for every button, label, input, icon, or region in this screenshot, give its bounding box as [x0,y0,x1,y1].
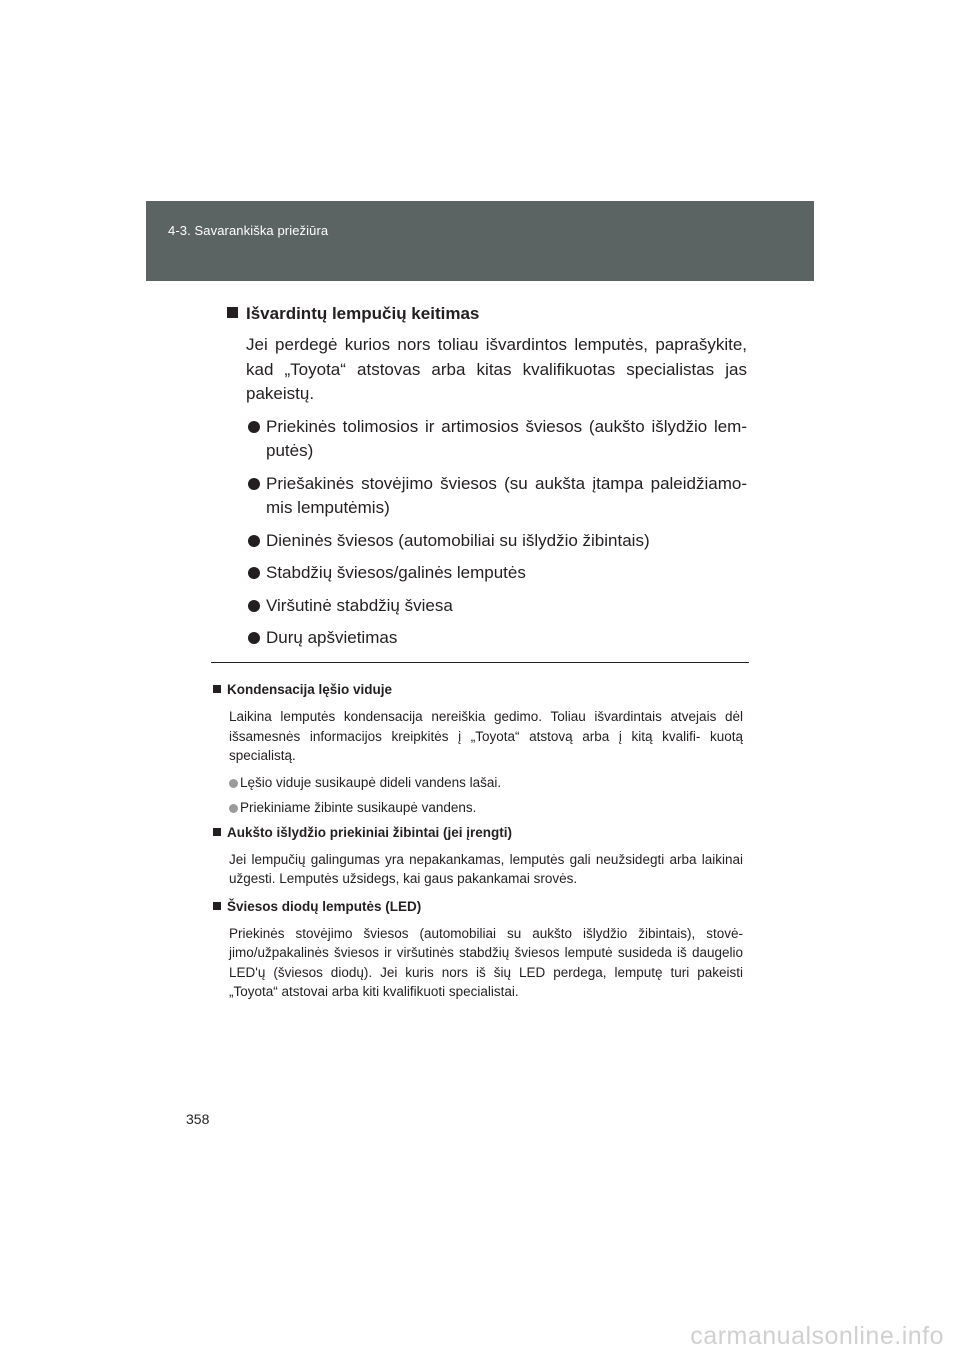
list-item-text: Priekinės tolimosios ir artimosios šviesos (aukšto išlydžio lem- putės) [266,416,747,460]
square-bullet-icon [213,685,221,693]
list-item [227,472,747,521]
main-heading [227,302,747,326]
watermark: carmanualsonline.info [690,1322,944,1350]
main-heading-text: Išvardintų lempučių keitimas [246,304,480,323]
list-item-text: Viršutinė stabdžių šviesa [266,595,453,615]
note-heading-text: Aukšto išlydžio priekiniai žibintai (jei įrengti) [227,824,513,840]
square-bullet-icon [213,902,221,910]
bullet-dot-icon [248,567,260,579]
note-heading-text: Šviesos diodų lemputės (LED) [227,898,422,914]
list-item-text: Durų apšvietimas [266,628,398,647]
bullet-dot-icon [248,478,260,490]
list-item [213,774,743,792]
square-bullet-icon [227,307,238,318]
bullet-dot-icon [248,632,260,644]
section-divider [211,662,749,663]
note-text-condensation: Laikina lemputės kondensacija nereiškia gedimo. Toliau išvardintais atvejais dėl išsamesnės informacijos kreipkitės į „Toyota“ atstovą arba į kitą kvalifi- kuotą specialistą. [229,709,743,763]
list-item-text: Dieninės šviesos (automobiliai su išlydžio žibintais) [266,530,650,550]
bullet-dot-icon [248,535,260,547]
note-heading-text: Kondensacija lęšio viduje [227,682,393,697]
bullet-dot-icon [248,421,260,433]
list-item [213,799,743,817]
note-heading-condensation [213,681,743,699]
note-text-hid: Jei lempučių galingumas yra nepakankamas, lemputės gali neužsidegti arba laikinai užgesti. Lemputės užsidegs, kai gaus pakankamai srovės. [229,851,743,886]
page-number: 358 [186,1111,210,1127]
square-bullet-icon [213,828,221,836]
main-intro: Jei perdegė kurios nors toliau išvardintos lemputės, paprašykite, kad „Toyota“ atstovas arba kitas kvalifikuotas specialistas jas pakeistų. [246,335,747,403]
section-header-band [146,201,814,281]
list-item [227,594,747,619]
main-content [227,302,747,659]
note-bullet-list [213,774,743,817]
section-title: 4-3. Savarankiška priežiūra [168,223,329,238]
list-item-text: Stabdžių šviesos/galinės lemputės [266,563,526,582]
list-item [227,415,747,464]
note-text-led: Priekinės stovėjimo šviesos (automobiliai su aukšto išlydžio žibintais), stovė- jimo/užpakalinės šviesos ir viršutinės stabdžių šviesos lemputė susideda iš daugelio LED'ų (šviesos diodų). Jei kuris nors iš šių LED perdega, lemputę turi pakeisti „Toyota“ atstovai arba kiti kvalifikuoti specialistai. [229,925,743,999]
note-heading-led [213,898,743,916]
note-heading-hid [213,824,743,842]
list-item-text: Priekiniame žibinte susikaupė vandens. [240,799,477,815]
list-item [227,529,747,554]
list-item [227,561,747,586]
list-item-text: Priešakinės stovėjimo šviesos (su aukšta įtampa paleidžiamo- mis lemputėmis) [266,473,747,517]
notes-section [213,681,743,1002]
bullet-dot-icon [248,600,260,612]
list-item-text: Lęšio viduje susikaupė dideli vandens lašai. [240,774,502,790]
list-item [227,626,747,651]
bullet-dot-icon [229,804,238,813]
bulb-list [227,415,747,651]
bullet-dot-icon [229,779,238,788]
